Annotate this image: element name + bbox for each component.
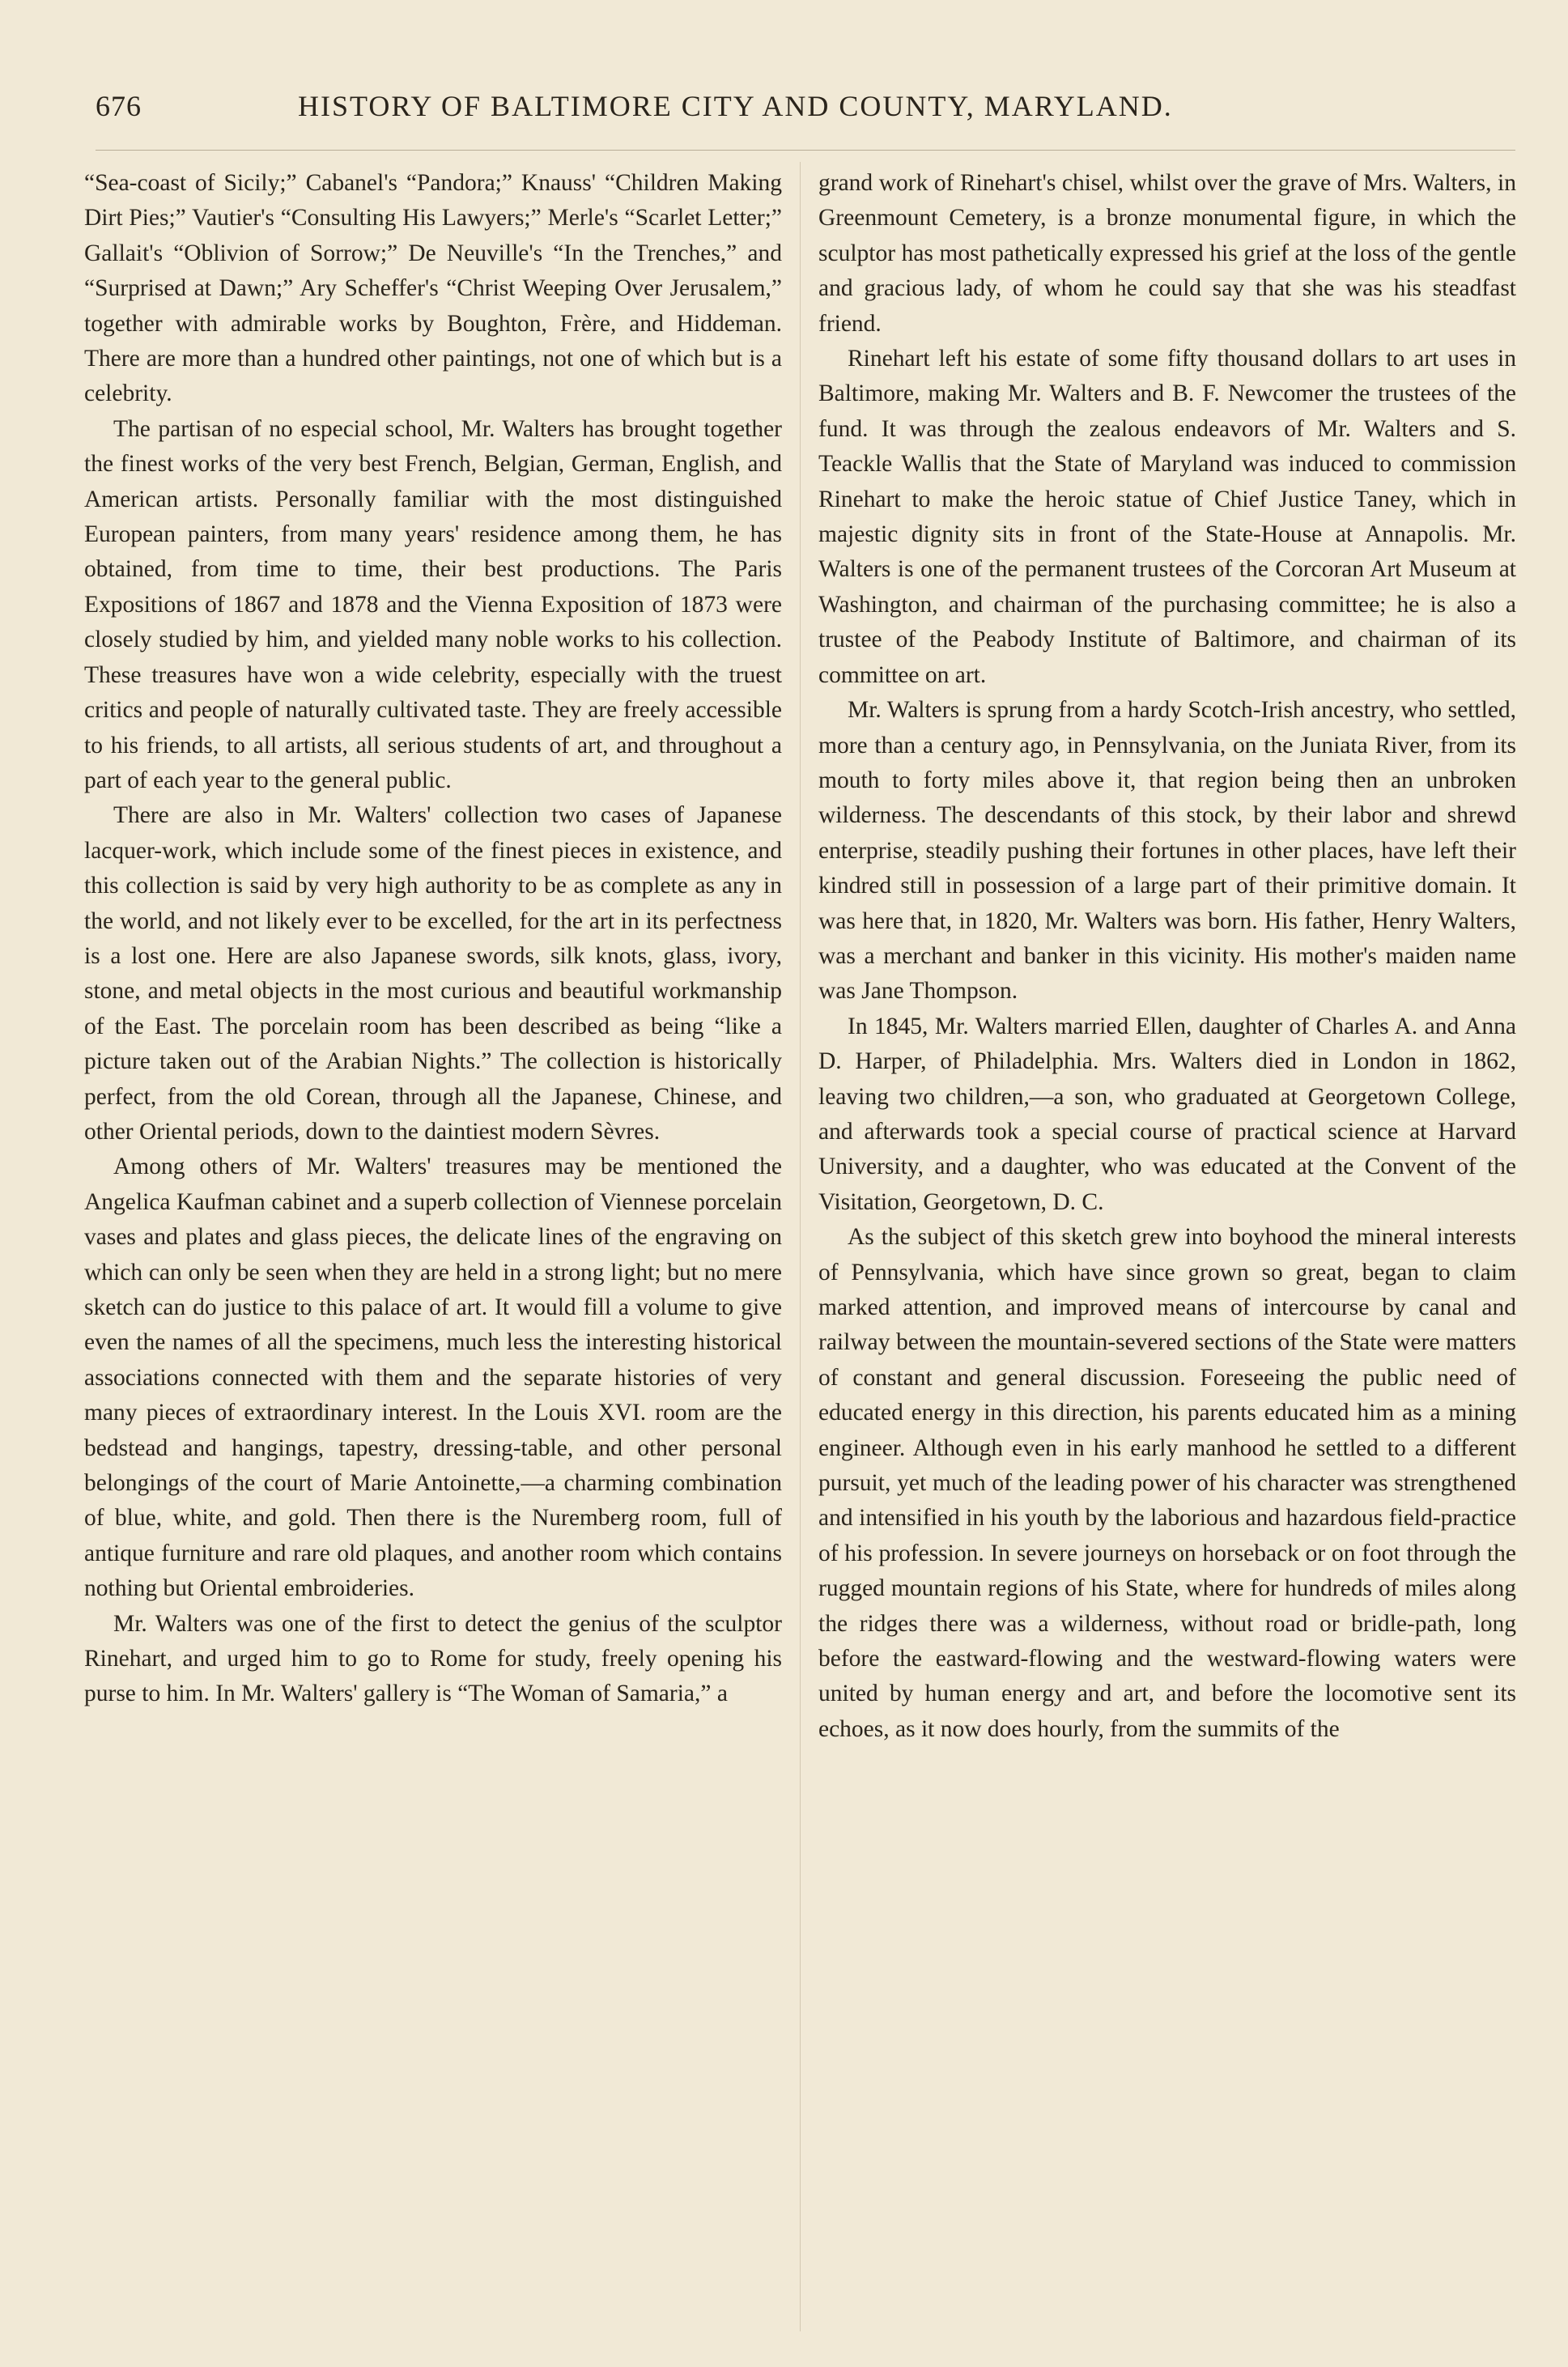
page-number: 676 — [96, 90, 142, 122]
paragraph: grand work of Rinehart's chisel, whilst over the grave of Mrs. Walters, in Greenmount Cemetery, is a bronze monumental figure, in which the sculptor has most pathetically expressed his grief at the loss of the gentle and gracious lady, of whom he could say that she was his steadfast friend. — [818, 170, 1516, 337]
paragraph: Among others of Mr. Walters' treasures may be mentioned the Angelica Kaufman cabinet and a superb collection of Viennese porcelain vases and plates and glass pieces, the delicate lines of the engraving on which can only be seen when they are held in a strong light; but no mere sketch can do justice to this palace of art. It would fill a volume to give even the names of all the specimens, much less the interesting historical associations connected with them and the separate histories of very many pieces of extraordinary interest. In the Louis XVI. room are the bedstead and hangings, tapestry, dressing-table, and other personal belongings of the court of Marie Antoinette,—a charming combination of blue, white, and gold. Then there is the Nuremberg room, full of antique furniture and rare old plaques, and another room which contains nothing but Oriental embroideries. — [84, 1154, 782, 1602]
paragraph: In 1845, Mr. Walters married Ellen, daughter of Charles A. and Anna D. Harper, of Philadelphia. Mrs. Walters died in London in 1862, leaving two children,—a son, who graduated at Georgetown College, and afterwards took a special course of practical science at Harvard University, and a daughter, who was educated at the Convent of the Visitation, Georgetown, D. C. — [818, 1013, 1516, 1215]
paragraph: Mr. Walters is sprung from a hardy Scotch-Irish ancestry, who settled, more than a century ago, in Pennsylvania, on the Juniata River, from its mouth to forty miles above it, that region being then an unbroken wilderness. The descendants of this stock, by their labor and shrewd enterprise, steadily pushing their fortunes in other places, have left their kindred still in possession of a large part of their primitive domain. It was here that, in 1820, Mr. Walters was born. His father, Henry Walters, was a merchant and banker in this vicinity. His mother's maiden name was Jane Thompson. — [818, 697, 1516, 1005]
right-column — [818, 166, 1516, 1747]
paragraph: “Sea-coast of Sicily;” Cabanel's “Pandora;” Knauss' “Children Making Dirt Pies;” Vautier's “Consulting His Lawyers;” Merle's “Scarlet Letter;” Gallait's “Oblivion of Sorrow;” De Neuville's “In the Trenches,” and “Surprised at Dawn;” Ary Scheffer's “Christ Weeping Over Jerusalem,” together with admirable works by Boughton, Frère, and Hiddeman. There are more than a hundred other paintings, not one of which but is a celebrity. — [84, 170, 782, 407]
page-header — [96, 89, 1515, 130]
column-divider — [800, 162, 801, 2331]
header-rule — [96, 150, 1515, 151]
paragraph: The partisan of no especial school, Mr. Walters has brought together the finest works of the very best French, Belgian, German, English, and American artists. Personally familiar with the most distinguished European painters, from many years' residence among them, he has obtained, from time to time, their best productions. The Paris Expositions of 1867 and 1878 and the Vienna Exposition of 1873 were closely studied by him, and yielded many noble works to his collection. These treasures have won a wide celebrity, especially with the truest critics and people of naturally cultivated taste. They are freely accessible to his friends, to all artists, all serious students of art, and throughout a part of each year to the general public. — [84, 415, 782, 793]
paragraph: As the subject of this sketch grew into boyhood the mineral interests of Pennsylvania, which have since grown so great, began to claim marked attention, and improved means of intercourse by canal and railway between the mountain-severed sections of the State were matters of constant and general discussion. Foreseeing the public need of educated energy in this direction, his parents educated him as a mining engineer. Although even in his early manhood he settled to a different pursuit, yet much of the leading power of his character was strengthened and intensified in his youth by the laborious and hazardous field-practice of his profession. In severe journeys on horseback or on foot through the rugged mountain regions of his State, where for hundreds of miles along the ridges there was a wilderness, without road or bridle-path, long before the eastward-flowing and the westward-flowing waters were united by human energy and art, and before the locomotive sent its echoes, as it now does hourly, from the summits of the — [818, 1224, 1516, 1742]
paragraph: Mr. Walters was one of the first to detect the genius of the sculptor Rinehart, and urged him to go to Rome for study, freely opening his purse to him. In Mr. Walters' gallery is “The Woman of Samaria,” a — [84, 1610, 782, 1707]
running-title: HISTORY OF BALTIMORE CITY AND COUNTY, MARYLAND. — [298, 90, 1173, 122]
left-column — [84, 166, 782, 1712]
paragraph: There are also in Mr. Walters' collection two cases of Japanese lacquer-work, which include some of the finest pieces in existence, and this collection is said by very high authority to be as complete as any in the world, and not likely ever to be excelled, for the art in its perfectness is a lost one. Here are also Japanese swords, silk knots, glass, ivory, stone, and metal objects in the most curious and beautiful workmanship of the East. The porcelain room has been described as being “like a picture taken out of the Arabian Nights.” The collection is historically perfect, from the old Corean, through all the Japanese, Chinese, and other Oriental periods, down to the daintiest modern Sèvres. — [84, 802, 782, 1145]
paragraph: Rinehart left his estate of some fifty thousand dollars to art uses in Baltimore, making Mr. Walters and B. F. Newcomer the trustees of the fund. It was through the zealous endeavors of Mr. Walters and S. Teackle Wallis that the State of Maryland was induced to commission Rinehart to make the heroic statue of Chief Justice Taney, which in majestic dignity sits in front of the State-House at Annapolis. Mr. Walters is one of the permanent trustees of the Corcoran Art Museum at Washington, and chairman of the purchasing committee; he is also a trustee of the Peabody Institute of Baltimore, and chairman of its committee on art. — [818, 346, 1516, 688]
